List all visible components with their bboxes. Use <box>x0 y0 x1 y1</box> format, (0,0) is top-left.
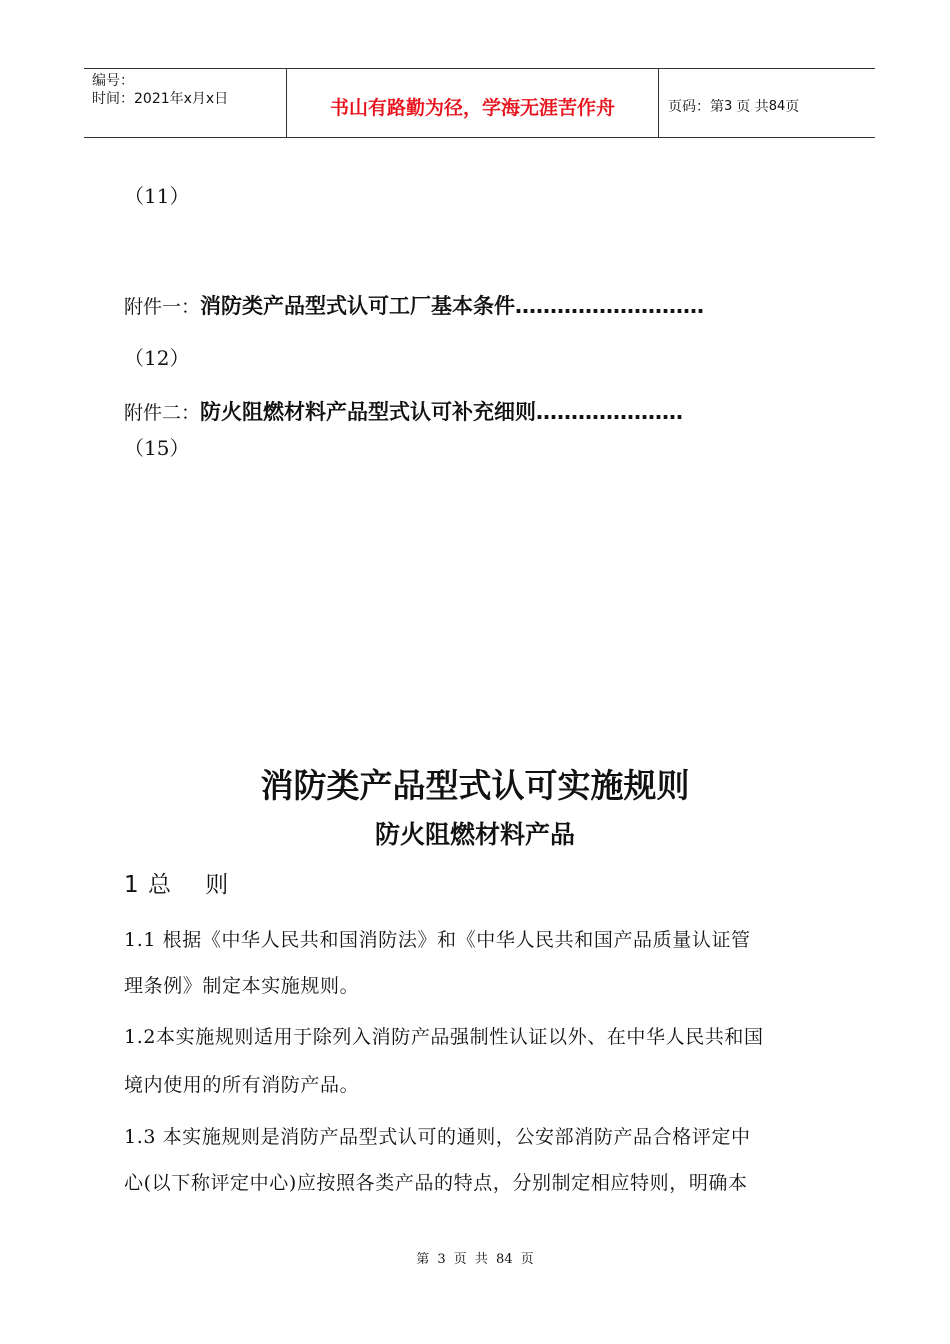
page-end: 页 <box>785 99 800 115</box>
document-subtitle: 防火阻燃材料产品 <box>374 820 575 849</box>
document-number-label: 编号： <box>92 73 134 89</box>
page-total: 84 <box>768 98 786 114</box>
document-title: 消防类产品型式认可实施规则 <box>260 766 690 805</box>
toc-prev-page: （11） <box>124 184 190 208</box>
body-line: 1.3 本实施规则是消防产品型式认可的通则，公安部消防产品合格评定中 <box>124 1126 751 1148</box>
header-page-info <box>659 69 875 137</box>
header-meta <box>84 69 286 137</box>
body-line: 1.2本实施规则适用于除列入消防产品强制性认证以外、在中华人民共和国 <box>124 1026 764 1048</box>
page-mid: 页 共 <box>736 99 769 115</box>
page-header <box>84 68 875 138</box>
section-heading: 1 总 则 <box>124 872 230 898</box>
page-footer: 第 3 页 共 84 页 <box>416 1252 534 1267</box>
body-line: 境内使用的所有消防产品。 <box>124 1074 360 1096</box>
body-line: 理条例》制定本实施规则。 <box>124 975 360 997</box>
toc-item-2-prefix: 附件二： <box>124 402 201 424</box>
page-label: 页码：第 <box>668 99 724 115</box>
header-motto: 书山有路勤为径，学海无涯苦作舟 <box>286 69 659 137</box>
page-current: 3 <box>724 98 733 114</box>
toc-item-1-title: 消防类产品型式认可工厂基本条件……………………… <box>200 294 705 318</box>
toc-item-2-title: 防火阻燃材料产品型式认可补充细则………………… <box>200 400 684 424</box>
document-time-label: 时间：2021年x月x日 <box>92 91 229 107</box>
toc-item-1-prefix: 附件一： <box>124 296 201 318</box>
body-line: 1.1 根据《中华人民共和国消防法》和《中华人民共和国产品质量认证管 <box>124 929 751 951</box>
toc-item-2-page: （15） <box>124 436 190 460</box>
toc-item-1-page: （12） <box>124 346 190 370</box>
body-line: 心(以下称评定中心)应按照各类产品的特点，分别制定相应特则，明确本 <box>124 1172 748 1194</box>
toc-item-2 <box>124 396 683 426</box>
toc-item-1 <box>124 290 704 320</box>
